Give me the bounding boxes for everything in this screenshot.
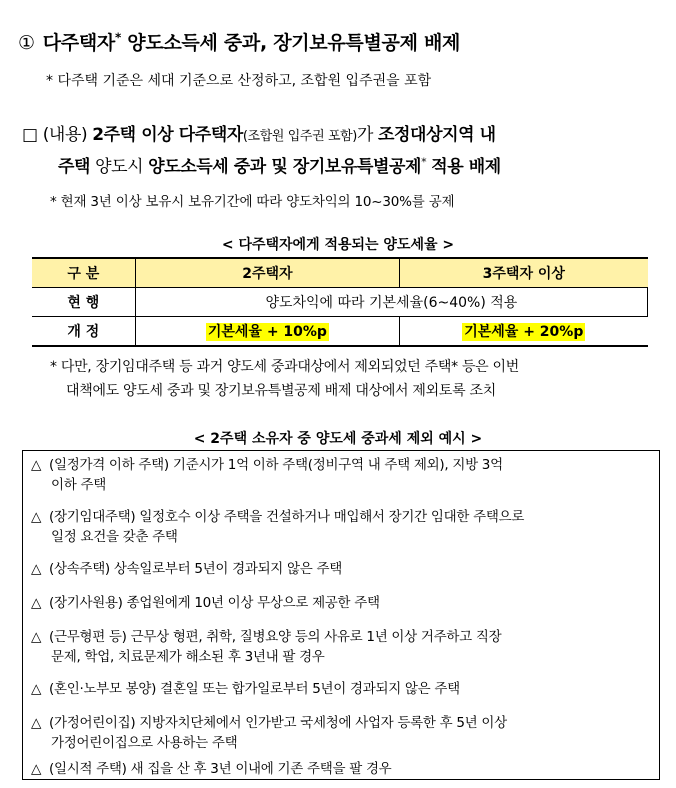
- section-tag: (내용): [42, 125, 88, 145]
- heading: [18, 28, 460, 55]
- example-line1: (가정어린이집) 지방자치단체에서 인가받고 국세청에 사업자 등록한 후 5년 이상: [49, 715, 507, 731]
- triangle-bullet-icon: △: [31, 595, 42, 611]
- example-line1: (혼인·노부모 봉양) 결혼일 또는 합가일로부터 5년이 경과되지 않은 주택: [49, 681, 460, 697]
- rates-revised-label: 개 정: [32, 317, 135, 347]
- example-line2: 문제, 학업, 치료문제가 해소된 후 3년내 팔 경우: [51, 649, 325, 665]
- note-exceptions: [50, 355, 519, 403]
- example-item: [31, 559, 342, 579]
- triangle-bullet-icon: △: [31, 761, 42, 777]
- rates-revised-two: [135, 317, 399, 347]
- example-line1: (일시적 주택) 새 집을 산 후 3년 이내에 기존 주택을 팔 경우: [49, 761, 392, 777]
- rates-revised-row: [32, 317, 648, 347]
- rates-header-category: 구 분: [32, 258, 135, 288]
- rates-revised-three-value: 기본세율 + 20%p: [464, 324, 584, 340]
- example-item: [31, 759, 391, 779]
- section-line2: [22, 152, 501, 183]
- heading-number: ①: [18, 32, 35, 54]
- example-line1: (장기사원용) 종업원에게 10년 이상 무상으로 제공한 주택: [49, 595, 380, 611]
- section-part4: 주택: [58, 157, 91, 177]
- triangle-bullet-icon: △: [31, 629, 42, 645]
- note-exceptions-line1: * 다만, 장기임대주택 등 과거 양도세 중과대상에서 제외되었던 주택* 등은 이번: [50, 359, 519, 375]
- triangle-bullet-icon: △: [31, 681, 42, 697]
- rates-header-three-homes: 3주택자 이상: [400, 258, 648, 288]
- section-part1-small: (조합원 입주권 포함): [242, 129, 357, 144]
- note-multi-home-criteria: * 다주택 기준은 세대 기준으로 산정하고, 조합원 입주권을 포함: [46, 73, 432, 89]
- note-exceptions-line2: 대책에도 양도세 중과 및 장기보유특별공제 배제 대상에서 제외토록 조치: [66, 383, 496, 399]
- section-footnote-mark: *: [421, 155, 427, 169]
- example-line2: 일정 요건을 갖춘 주택: [51, 529, 178, 545]
- rates-table: [32, 257, 648, 347]
- rates-current-value: 양도차익에 따라 기본세율(6~40%) 적용: [135, 288, 647, 317]
- section-part7: 적용 배제: [431, 157, 501, 177]
- example-item: [31, 713, 507, 753]
- triangle-bullet-icon: △: [31, 715, 42, 731]
- note-deduction: * 현재 3년 이상 보유시 보유기간에 따라 양도차익의 10~30%를 공제: [50, 194, 455, 210]
- rates-current-label: 현 행: [32, 288, 135, 317]
- section-part5: 양도시: [95, 157, 144, 177]
- section-part1: 2주택 이상 다주택자: [92, 125, 243, 145]
- section-part2: 가: [356, 125, 373, 145]
- rates-revised-two-value: 기본세율 + 10%p: [207, 324, 327, 340]
- rates-header-row: [32, 258, 648, 288]
- rates-current-row: [32, 288, 648, 317]
- section-part3: 조정대상지역 내: [378, 125, 496, 145]
- example-line1: (상속주택) 상속일로부터 5년이 경과되지 않은 주택: [49, 561, 342, 577]
- example-line1: (근무형편 등) 근무상 형편, 취학, 질병요양 등의 사유로 1년 이상 거주하고 직장: [49, 629, 502, 645]
- example-line1: (일정가격 이하 주택) 기준시가 1억 이하 주택(정비구역 내 주택 제외), 지방 3억: [49, 457, 503, 473]
- examples-box: [22, 450, 660, 780]
- triangle-bullet-icon: △: [31, 509, 42, 525]
- heading-footnote-mark: *: [114, 30, 121, 45]
- example-line2: 이하 주택: [51, 477, 106, 493]
- example-line1: (장기임대주택) 일정호수 이상 주택을 건설하거나 매입해서 장기간 임대한 주택으로: [49, 509, 525, 525]
- example-item: [31, 679, 460, 699]
- section-part6: 양도소득세 중과 및 장기보유특별공제: [148, 157, 422, 177]
- example-item: [31, 455, 503, 495]
- section-content: [22, 120, 501, 183]
- triangle-bullet-icon: △: [31, 457, 42, 473]
- example-item: [31, 507, 524, 547]
- rates-revised-three: [400, 317, 648, 347]
- example-item: [31, 593, 380, 613]
- heading-title-a: 다주택자: [42, 32, 115, 54]
- example-item: [31, 627, 501, 667]
- triangle-bullet-icon: △: [31, 561, 42, 577]
- heading-title-b: 양도소득세 중과, 장기보유특별공제 배제: [127, 32, 461, 54]
- section-box-marker: □: [22, 125, 38, 145]
- rates-header-two-homes: 2주택자: [135, 258, 399, 288]
- rates-caption: < 다주택자에게 적용되는 양도세율 >: [221, 237, 455, 253]
- examples-caption: < 2주택 소유자 중 양도세 중과세 제외 예시 >: [193, 431, 483, 447]
- example-line2: 가정어린이집으로 사용하는 주택: [51, 735, 238, 751]
